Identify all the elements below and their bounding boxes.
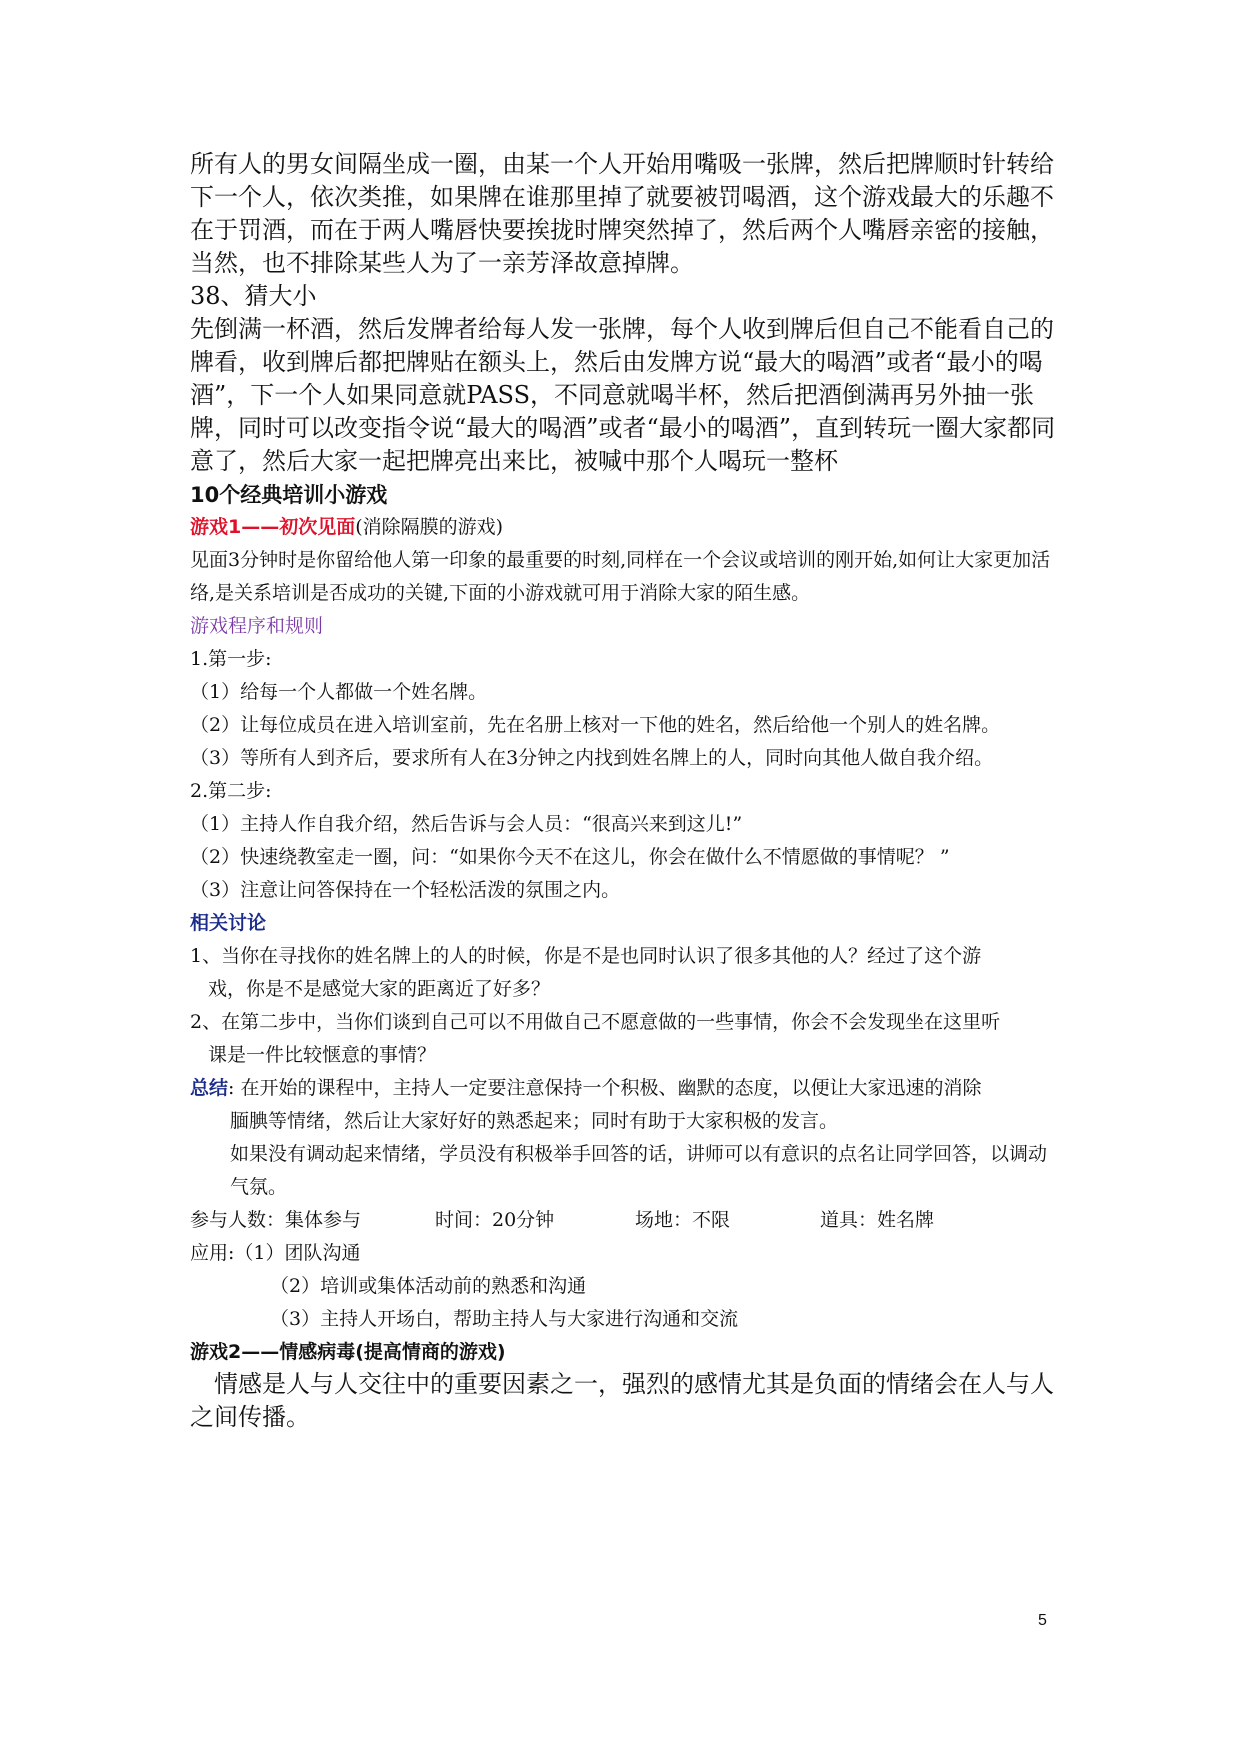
meta-row: [190, 1204, 1060, 1237]
summary-text-b: 腼腆等情绪，然后让大家好好的熟悉起来；同时有助于大家积极的发言。: [230, 1110, 839, 1132]
step2-item: （1）主持人作自我介绍，然后告诉与会人员：“很高兴来到这儿!”: [190, 813, 743, 835]
application-2: （2）培训或集体活动前的熟悉和沟通: [270, 1275, 587, 1297]
game2-body: 情感是人与人交往中的重要因素之一，强烈的感情尤其是负面的情绪会在人与人之间传播。: [190, 1370, 1054, 1431]
meta-participants: 参与人数：集体参与: [190, 1209, 362, 1231]
game1-subtitle: (消除隔膜的游戏): [355, 516, 504, 538]
game1-heading: [190, 511, 1060, 544]
application-1: 应用:（1）团队沟通: [190, 1242, 361, 1264]
discussion-1a: 1、当你在寻找你的姓名牌上的人的时候，你是不是也同时认识了很多其他的人？经过了这个游: [190, 945, 982, 967]
game38-body: 先倒满一杯酒，然后发牌者给每人发一张牌，每个人收到牌后但自己不能看自己的牌看，收到牌后都把牌贴在额头上，然后由发牌方说“最大的喝酒”或者“最小的喝酒”，下一个人如果同意就PASS，不同意就喝半杯，然后把酒倒满再另外抽一张牌，同时可以改变指令说“最大的喝酒”或者“最小的喝酒”，直到转玩一圈大家都同意了，然后大家一起把牌亮出来比，被喊中那个人喝玩一整杯: [190, 315, 1056, 475]
discussion-2b: 课是一件比较惬意的事情？: [208, 1044, 437, 1066]
game1-description: 见面3分钟时是你留给他人第一印象的最重要的时刻,同样在一个会议或培训的刚开始,如何让大家更加活络,是关系培训是否成功的关键,下面的小游戏就可用于消除大家的陌生感。: [190, 549, 1051, 604]
meta-venue: 场地：不限: [635, 1209, 731, 1231]
step1-item: （3）等所有人到齐后，要求所有人在3分钟之内找到姓名牌上的人，同时向其他人做自我介绍。: [190, 747, 994, 769]
step2-item: （2）快速绕教室走一圈，问：“如果你今天不在这儿，你会在做什么不情愿做的事情呢？ ”: [190, 846, 950, 868]
step1-item: （2）让每位成员在进入培训室前，先在名册上核对一下他的姓名，然后给他一个别人的姓名牌。: [190, 714, 1001, 736]
meta-props: 道具：姓名牌: [820, 1209, 935, 1231]
game38-title: 38、猜大小: [190, 282, 317, 310]
game2-title: 游戏2——情感病毒(提高情商的游戏): [190, 1341, 506, 1363]
discussion-title: 相关讨论: [190, 912, 267, 934]
summary-label: 总结: [190, 1077, 229, 1099]
game1-title: 游戏1——初次见面: [190, 516, 356, 538]
rules-title: 游戏程序和规则: [190, 615, 324, 637]
step1-item: （1）给每一个人都做一个姓名牌。: [190, 681, 488, 703]
application-3: （3）主持人开场白，帮助主持人与大家进行沟通和交流: [270, 1308, 739, 1330]
step1-title: 1.第一步:: [190, 648, 272, 670]
discussion-2a: 2、在第二步中，当你们谈到自己可以不用做自己不愿意做的一些事情，你会不会发现坐在这里听: [190, 1011, 1001, 1033]
step2-item: （3）注意让问答保持在一个轻松活泼的氛围之内。: [190, 879, 621, 901]
content-column: [190, 148, 1060, 1434]
summary-line: [190, 1072, 1060, 1105]
page-number: 5: [1038, 1612, 1047, 1629]
discussion-1b: 戏，你是不是感觉大家的距离近了好多？: [208, 978, 551, 1000]
meta-time: 时间：20分钟: [435, 1209, 555, 1231]
intro-paragraph: 所有人的男女间隔坐成一圈，由某一个人开始用嘴吸一张牌，然后把牌顺时针转给下一个人，依次类推，如果牌在谁那里掉了就要被罚喝酒，这个游戏最大的乐趣不在于罚酒，而在于两人嘴唇快要挨拢时牌突然掉了，然后两个人嘴唇亲密的接触，当然，也不排除某些人为了一亲芳泽故意掉牌。: [190, 150, 1054, 277]
summary-text-c: 如果没有调动起来情绪，学员没有积极举手回答的话，讲师可以有意识的点名让同学回答，以调动气氛。: [230, 1143, 1048, 1198]
step2-title: 2.第二步:: [190, 780, 272, 802]
section-title: 10个经典培训小游戏: [190, 483, 388, 507]
summary-text-a: : 在开始的课程中，主持人一定要注意保持一个积极、幽默的态度，以便让大家迅速的消除: [228, 1077, 982, 1099]
